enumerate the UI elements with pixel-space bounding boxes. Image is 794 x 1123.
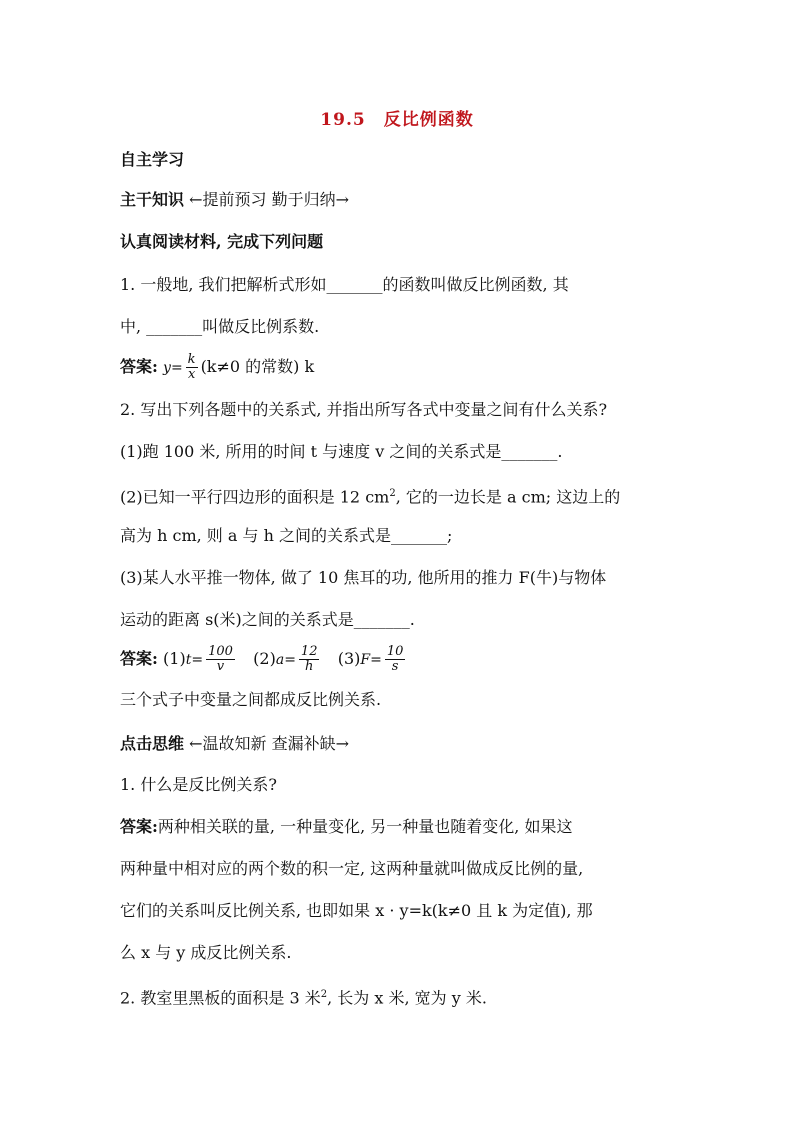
question-3-answer-line-1 xyxy=(120,817,572,837)
question-3-answer-line-2: 两种量中相对应的两个数的积一定, 这两种量就叫做成反比例的量, xyxy=(120,859,584,878)
reading-instruction: 认真阅读材料, 完成下列问题 xyxy=(120,232,324,251)
equals-sign: = xyxy=(170,360,183,376)
answer-index: (2) xyxy=(253,649,276,668)
answer-index: (1) xyxy=(163,649,186,668)
question-2-line-2: (1)跑 100 米, 所用的时间 t 与速度 v 之间的关系式是_______. xyxy=(120,442,563,461)
superscript: 2 xyxy=(389,488,396,499)
question-2-conclusion: 三个式子中变量之间都成反比例关系. xyxy=(120,690,382,709)
heading-slogan: 温故知新 查漏补缺 xyxy=(202,734,336,753)
question-4-line-1 xyxy=(120,985,487,1008)
answer-variable: a xyxy=(275,652,285,668)
question-2-answer xyxy=(120,642,408,677)
title-text: 反比例函数 xyxy=(383,110,474,130)
line-text: , 长为 x 米, 宽为 y 米. xyxy=(327,988,487,1008)
right-arrow-icon: → xyxy=(335,734,350,753)
answer-rest: (k≠0 的常数) k xyxy=(200,357,315,376)
line-text: , 它的一边长是 a cm; 这边上的 xyxy=(395,487,621,507)
superscript: 2 xyxy=(320,989,328,1000)
answer-variable: t xyxy=(185,652,192,668)
fraction-numerator: 10 xyxy=(386,644,404,659)
fraction-denominator: s xyxy=(391,659,399,674)
question-2-line-6: 运动的距离 s(米)之间的关系式是_______. xyxy=(120,610,415,629)
equals-sign: = xyxy=(284,652,296,668)
question-2-line-1: 2. 写出下列各题中的关系式, 并指出所写各式中变量之间有什么关系? xyxy=(120,400,608,419)
left-arrow-icon: ← xyxy=(189,190,203,209)
fraction-numerator: 100 xyxy=(208,644,233,659)
subsection-heading-2 xyxy=(120,734,349,754)
answer-fraction xyxy=(206,645,235,674)
line-text: (2)已知一平行四边形的面积是 12 cm xyxy=(120,487,390,507)
right-arrow-icon: → xyxy=(335,190,350,209)
answer-index: (3) xyxy=(337,649,361,668)
section-label: 自主学习 xyxy=(120,150,185,169)
answer-label: 答案: xyxy=(120,357,158,376)
heading-slogan: 提前预习 勤于归纳 xyxy=(202,190,336,209)
question-1-line-1: 1. 一般地, 我们把解析式形如_______的函数叫做反比例函数, 其 xyxy=(120,275,569,294)
answer-text: 两种相关联的量, 一种量变化, 另一种量也随着变化, 如果这 xyxy=(157,817,573,836)
answer-fraction xyxy=(186,353,198,382)
question-2-line-3 xyxy=(120,484,620,507)
answer-variable: y xyxy=(163,360,171,376)
equals-sign: = xyxy=(370,652,382,668)
page-title xyxy=(0,105,794,130)
answer-fraction xyxy=(299,645,320,674)
heading-label: 点击思维 xyxy=(120,734,185,753)
equals-sign: = xyxy=(191,652,204,668)
question-3-line-1: 1. 什么是反比例关系? xyxy=(120,775,277,794)
question-3-answer-line-3: 它们的关系叫反比例关系, 也即如果 x · y=k(k≠0 且 k 为定值), 那 xyxy=(120,901,593,920)
question-2-line-5: (3)某人水平推一物体, 做了 10 焦耳的功, 他所用的推力 F(牛)与物体 xyxy=(120,568,607,587)
heading-label: 主干知识 xyxy=(120,190,185,209)
answer-label: 答案: xyxy=(120,817,158,836)
answer-variable: F xyxy=(360,652,371,668)
fraction-numerator: 12 xyxy=(300,644,318,659)
fraction-denominator: x xyxy=(187,367,196,382)
question-1-line-2: 中, _______叫做反比例系数. xyxy=(120,317,320,336)
title-number: 19.5 xyxy=(320,110,366,130)
question-2-line-4: 高为 h cm, 则 a 与 h 之间的关系式是_______; xyxy=(120,526,453,545)
fraction-numerator: k xyxy=(187,352,196,367)
line-text: 2. 教室里黑板的面积是 3 米 xyxy=(120,988,321,1008)
left-arrow-icon: ← xyxy=(189,734,203,753)
fraction-denominator: h xyxy=(305,659,314,674)
answer-fraction xyxy=(385,645,406,674)
fraction-denominator: v xyxy=(216,659,225,674)
answer-label: 答案: xyxy=(120,649,158,668)
question-3-answer-line-4: 么 x 与 y 成反比例关系. xyxy=(120,943,292,962)
question-1-answer xyxy=(120,352,314,383)
subsection-heading-1 xyxy=(120,190,349,210)
